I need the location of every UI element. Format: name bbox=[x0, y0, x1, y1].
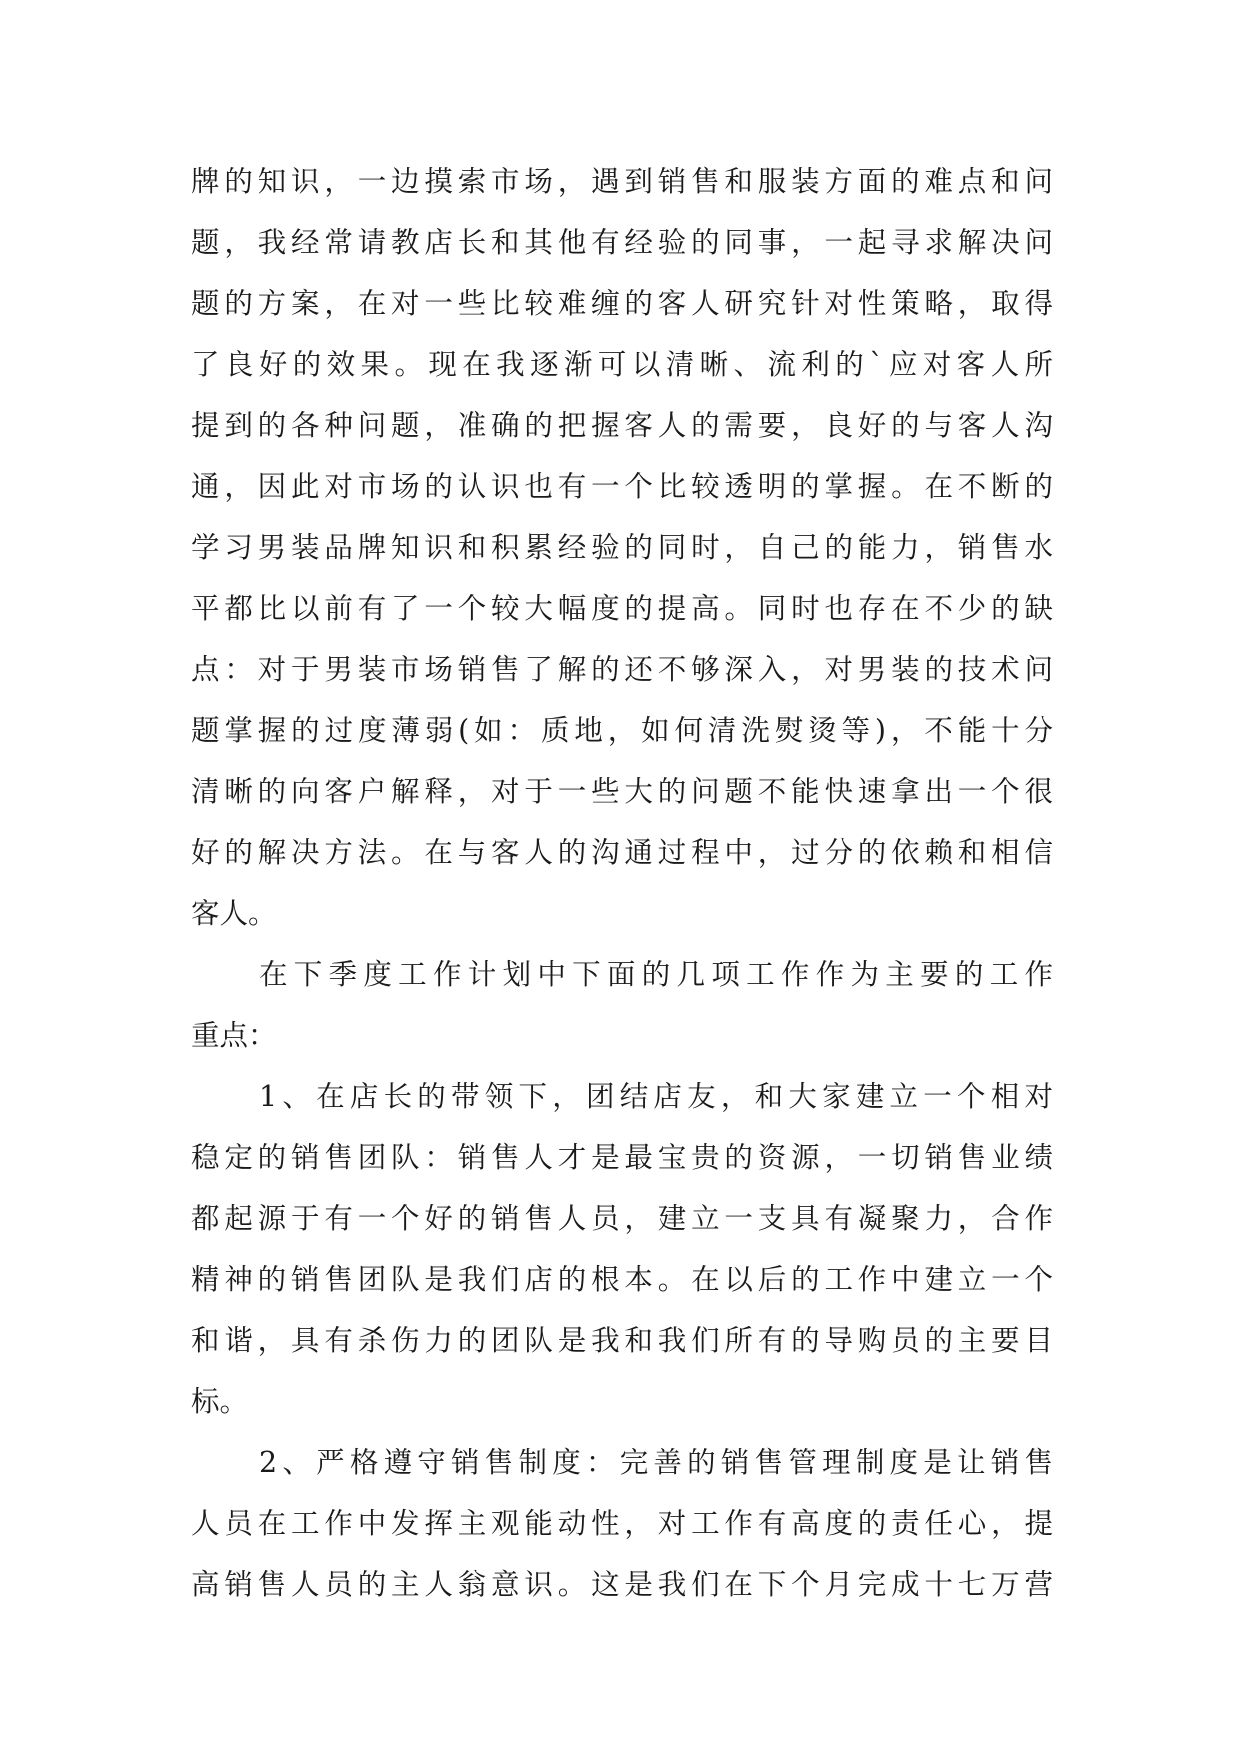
text-line: 点：对于男装市场销售了解的还不够深入，对男装的技术问 bbox=[191, 653, 1053, 686]
paragraph-1 bbox=[191, 151, 1053, 944]
text-line: 通，因此对市场的认识也有一个比较透明的掌握。在不断的 bbox=[191, 470, 1053, 503]
text-line: 和谐，具有杀伤力的团队是我和我们所有的导购员的主要目 bbox=[191, 1324, 1053, 1357]
text-line: 题的方案，在对一些比较难缠的客人研究针对性策略，取得 bbox=[191, 287, 1053, 320]
text-line: 题，我经常请教店长和其他有经验的同事，一起寻求解决问 bbox=[191, 226, 1053, 259]
text-line: 好的解决方法。在与客人的沟通过程中，过分的依赖和相信 bbox=[191, 836, 1053, 869]
text-line: 清晰的向客户解释，对于一些大的问题不能快速拿出一个很 bbox=[191, 775, 1053, 808]
text-line: 学习男装品牌知识和积累经验的同时，自己的能力，销售水 bbox=[191, 531, 1053, 564]
text-line: 牌的知识，一边摸索市场，遇到销售和服装方面的难点和问 bbox=[191, 165, 1053, 198]
text-line: 提到的各种问题，准确的把握客人的需要，良好的与客人沟 bbox=[191, 409, 1053, 442]
text-line: 了良好的效果。现在我逐渐可以清晰、流利的`应对客人所 bbox=[191, 348, 1053, 381]
paragraph-2 bbox=[191, 944, 1053, 1066]
text-line: 题掌握的过度薄弱(如：质地，如何清洗熨烫等)，不能十分 bbox=[191, 714, 1053, 747]
text-line: 标。 bbox=[191, 1385, 249, 1418]
text-line: 客人。 bbox=[191, 897, 277, 930]
text-line: 1、在店长的带领下，团结店友，和大家建立一个相对 bbox=[259, 1080, 1053, 1113]
paragraph-3 bbox=[191, 1066, 1053, 1432]
body-text bbox=[191, 151, 1053, 1615]
text-line: 在下季度工作计划中下面的几项工作作为主要的工作 bbox=[259, 958, 1053, 991]
text-line: 高销售人员的主人翁意识。这是我们在下个月完成十七万营 bbox=[191, 1568, 1053, 1601]
text-line: 平都比以前有了一个较大幅度的提高。同时也存在不少的缺 bbox=[191, 592, 1053, 625]
text-line: 重点： bbox=[191, 1019, 277, 1052]
paragraph-4 bbox=[191, 1432, 1053, 1615]
text-line: 精神的销售团队是我们店的根本。在以后的工作中建立一个 bbox=[191, 1263, 1053, 1296]
text-line: 稳定的销售团队：销售人才是最宝贵的资源，一切销售业绩 bbox=[191, 1141, 1053, 1174]
text-line: 2、严格遵守销售制度：完善的销售管理制度是让销售 bbox=[259, 1446, 1053, 1479]
text-line: 人员在工作中发挥主观能动性，对工作有高度的责任心，提 bbox=[191, 1507, 1053, 1540]
text-line: 都起源于有一个好的销售人员，建立一支具有凝聚力，合作 bbox=[191, 1202, 1053, 1235]
